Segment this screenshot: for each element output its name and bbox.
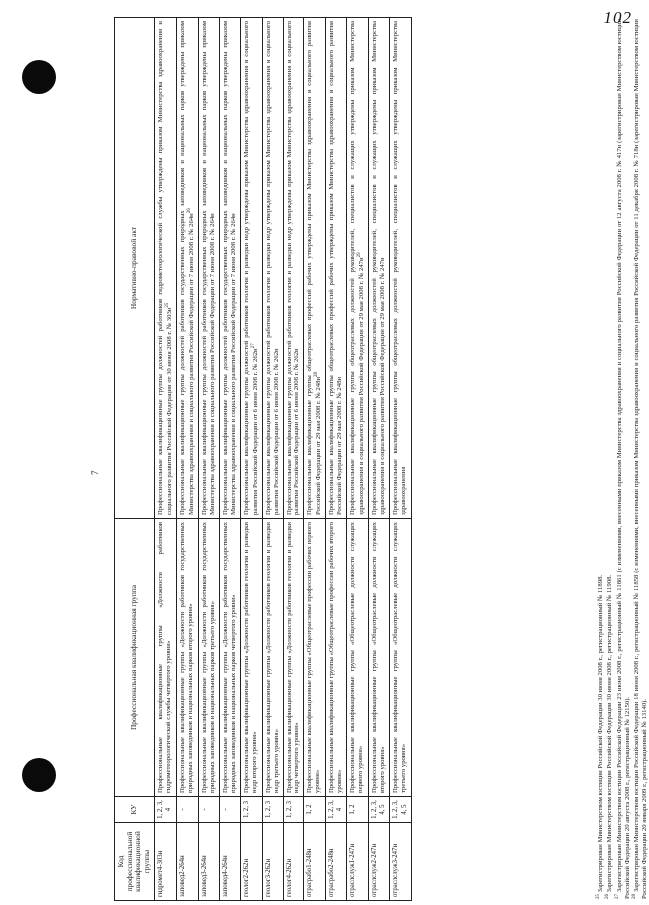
row-act: Профессиональные квалификационные группы общеотраслевых должностей руководителей, специалистов и служащих утверждены приказом Министерства здравоохранения и социального развития Российской Федерации от 29 мая 2008 г. № 247н <box>369 18 390 519</box>
row-act: Профессиональные квалификационные группы должностей работников гидрометеорологической службы утверждены приказом Министерства здравоохранения и социального развития Российской Федерации от 30 июня 2008 г. № $303н^{25}$ <box>154 18 176 519</box>
footnote: $^{26}$ Зарегистрирован Министерством юстиции Российской Федерации 30 июня 2008 г., регистрационный № 11908. <box>605 574 614 899</box>
row-act: Профессиональные квалификационные группы должностей работников государственных природных заповедников и национальных парков утверждены приказом Министерства здравоохранения и социального развития Российской Федерации от 7 июня 2008 г. № $264н^{26}$ <box>176 18 198 519</box>
punch-hole-bottom <box>22 758 56 792</box>
row-act: Профессиональные квалификационные группы должностей работников государственных природных заповедников и национальных парков утверждены приказом Министерства здравоохранения и социального развития Российской Федерации от 7 июня 2008 г. № 264н <box>219 18 240 519</box>
row-code: отраслслуж2-247н <box>369 823 390 901</box>
row-code: заповед2-264н <box>176 823 198 901</box>
row-level: 1, 2, 3 <box>240 797 262 823</box>
row-level: 1, 2, 3 <box>283 797 304 823</box>
header-code: Код профессиональной квалификационной группы <box>115 823 155 901</box>
row-code: отраслслуж3-247н <box>390 823 411 901</box>
row-group: Профессиональные квалификационные группы «Должности работников геологии и разведки недр четвертого уровня» <box>283 519 304 797</box>
table-row <box>219 18 240 901</box>
table-row <box>390 18 411 901</box>
row-level: 1, 2, 3, 4, 5 <box>390 797 411 823</box>
row-level: 1, 2 <box>347 797 369 823</box>
row-act: Профессиональные квалификационные группы должностей работников геологии и разведки недр утверждены приказом Министерства здравоохранения и социального развития Российской Федерации от 6 июня 2008 г. № $262н^{27}$ <box>240 18 262 519</box>
row-group: Профессиональные квалификационные группы «Должности работников государственных природных заповедников и национальных парков четвертого уровня» <box>219 519 240 797</box>
footnotes <box>596 19 649 899</box>
row-act: Профессиональные квалификационные группы общеотраслевых профессий рабочих утверждены приказом Министерства здравоохранения и социального развития Российской Федерации от 29 мая 2008 г. № $248н^{28}$ <box>304 18 326 519</box>
row-code: гидромет4-303н <box>154 823 176 901</box>
handwritten-page-number: 102 <box>603 8 632 27</box>
row-group: Профессиональные квалификационные группы «Должности работников государственных природных заповедников и национальных парков второго уровня» <box>176 519 198 797</box>
footnote: $^{27}$ Зарегистрирован Министерством юстиции Российской Федерации 23 июня 2008 г., регистрационный № 11861 (с изменениями, внесенными приказом Министерства здравоохранения и социального развития Российской Федерации от 12 августа 2008 г. № 417н (зарегистрирован Министерством юстиции Российской Федерации 20 августа 2008 г., регистрационный № 12150). <box>614 18 631 899</box>
row-code: отрасрабо2-248н <box>326 823 347 901</box>
row-code: геолог4-262н <box>283 823 304 901</box>
footnote: $^{25}$ Зарегистрирован Министерством юстиции Российской Федерации 30 июня 2008 г., регистрационный № 11898. <box>596 574 605 899</box>
page-number: 7 <box>90 470 100 475</box>
row-code: заповед4-264н <box>219 823 240 901</box>
row-level: - <box>219 797 240 823</box>
row-level: 1, 2 <box>304 797 326 823</box>
row-group: Профессиональные квалификационные группы «Общеотраслевые профессии рабочих второго уровня» <box>326 519 347 797</box>
table-row <box>283 18 304 901</box>
row-act: Профессиональные квалификационные группы должностей работников геологии и разведки недр утверждены приказом Министерства здравоохранения и социального развития Российской Федерации от 6 июня 2008 г. № 262н <box>283 18 304 519</box>
row-code: геолог2-262н <box>240 823 262 901</box>
table-row <box>199 18 220 901</box>
header-act: Нормативно-правовой акт <box>115 18 155 519</box>
row-level: 1, 2, 3, 4 <box>326 797 347 823</box>
row-code: геолог3-262н <box>262 823 283 901</box>
row-group: Профессиональные квалификационные группы «Общеотраслевые должности служащих второго уровня» <box>369 519 390 797</box>
row-group: Профессиональные квалификационные группы «Общеотраслевые профессии рабочих первого уровня» <box>304 519 326 797</box>
table-row <box>154 18 176 901</box>
rotated-page <box>84 0 649 905</box>
row-group: Профессиональные квалификационные группы «Должности работников гидрометеорологической службы четвертого уровня» <box>154 519 176 797</box>
row-group: Профессиональные квалификационные группы «Должности работников геологии и разведки недр второго уровня» <box>240 519 262 797</box>
header-level: КУ <box>115 797 155 823</box>
row-act: Профессиональные квалификационные группы общеотраслевых должностей руководителей, специалистов и служащих утверждены приказом Министерства здравоохранения и социального развития Российской Федерации от 29 мая 2008 г. № $247н^{29}$ <box>347 18 369 519</box>
qualification-table <box>114 17 412 901</box>
table-header-row <box>115 18 155 901</box>
table-row <box>369 18 390 901</box>
footnote: $^{28}$ Зарегистрирован Министерством юстиции Российской Федерации 18 июня 2008 г., регистрационный № 11858 (с изменениями, внесенными приказом Министерства здравоохранения и социального развития Российской Федерации от 11 декабря 2008 г. № 718н (зарегистрирован Министерством юстиции Российской Федерации 20 января 2009 г., регистрационный № 13140). <box>631 18 649 899</box>
table-row <box>304 18 326 901</box>
row-act: Профессиональные квалификационные группы общеотраслевых должностей руководителей, специалистов и служащих утверждены приказом Министерства здравоохранения <box>390 18 411 519</box>
row-group: Профессиональные квалификационные группы «Должности работников геологии и разведки недр третьего уровня» <box>262 519 283 797</box>
row-level: - <box>199 797 220 823</box>
row-code: заповед3-264н <box>199 823 220 901</box>
punch-hole-top <box>22 60 56 94</box>
row-code: отрасрабо1-248н <box>304 823 326 901</box>
row-group: Профессиональные квалификационные группы «Общеотраслевые должности служащих первого уровня» <box>347 519 369 797</box>
header-group: Профессиональная квалификационная группа <box>115 519 155 797</box>
row-group: Профессиональные квалификационные группы «Должности работников государственных природных заповедников и национальных парков третьего уровня» <box>199 519 220 797</box>
row-level: 1, 2, 3 <box>262 797 283 823</box>
table-row <box>326 18 347 901</box>
table-row <box>262 18 283 901</box>
row-level: 1, 2, 3, 4, 5 <box>369 797 390 823</box>
row-act: Профессиональные квалификационные группы должностей работников геологии и разведки недр утверждены приказом Министерства здравоохранения и социального развития Российской Федерации от 6 июня 2008 г. № 262н <box>262 18 283 519</box>
row-act: Профессиональные квалификационные группы общеотраслевых профессий рабочих утверждены приказом Министерства здравоохранения и социального развития Российской Федерации от 29 мая 2008 г. № 248н <box>326 18 347 519</box>
row-level: 1, 2, 3, 4 <box>154 797 176 823</box>
table-row <box>176 18 198 901</box>
row-level: - <box>176 797 198 823</box>
table-row <box>347 18 369 901</box>
row-group: Профессиональные квалификационные группы «Общеотраслевые должности служащих третьего уровня» <box>390 519 411 797</box>
table-row <box>240 18 262 901</box>
row-code: отраслслуж1-247н <box>347 823 369 901</box>
row-act: Профессиональные квалификационные группы должностей работников государственных природных заповедников и национальных парков утверждены приказом Министерства здравоохранения и социального развития Российской Федерации от 7 июня 2008 г. № 264н <box>199 18 220 519</box>
